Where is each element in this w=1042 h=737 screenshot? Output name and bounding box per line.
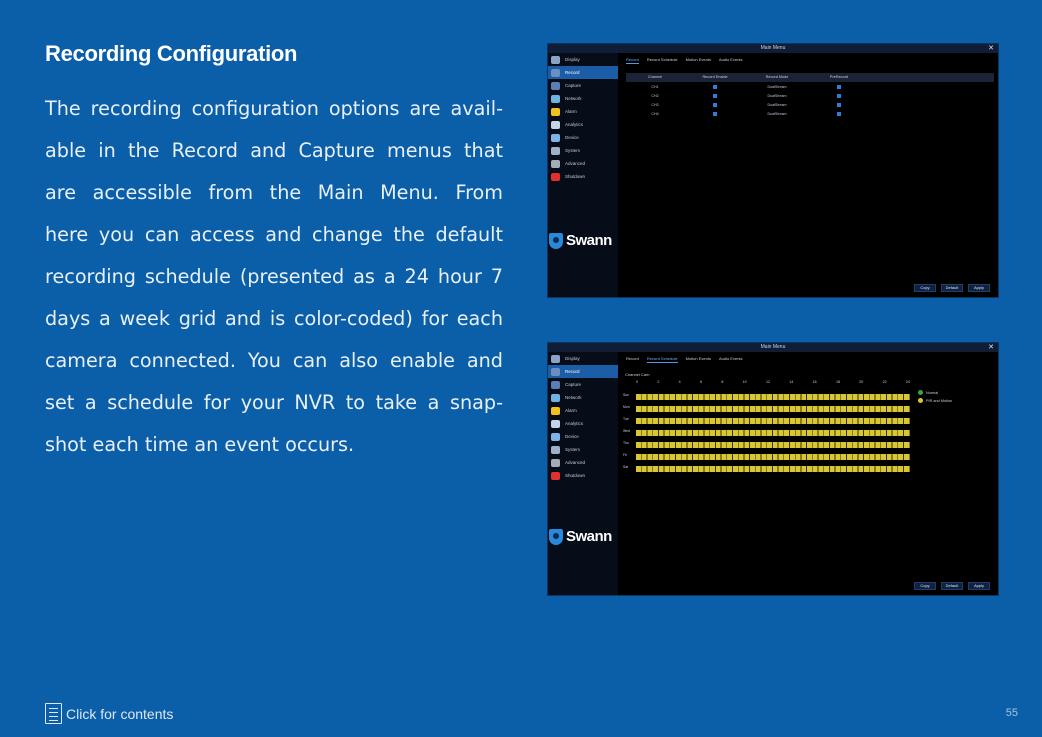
checkbox-icon bbox=[713, 85, 717, 89]
hour-label: 16 bbox=[812, 380, 817, 384]
advanced-icon bbox=[551, 459, 560, 467]
hour-label: 12 bbox=[765, 380, 770, 384]
hour-label: 4 bbox=[678, 380, 681, 384]
window-titlebar bbox=[548, 44, 998, 53]
record-mode-cell: DualStream bbox=[767, 112, 787, 116]
day-label: Sun bbox=[623, 393, 630, 397]
record-icon bbox=[551, 69, 560, 77]
body-paragraph bbox=[45, 88, 503, 466]
table-row bbox=[626, 92, 994, 101]
shield-icon bbox=[549, 233, 563, 249]
menu-item-network bbox=[548, 391, 618, 404]
tab-record-schedule: Record Schedule bbox=[646, 356, 678, 361]
record-mode-cell: DualStream bbox=[767, 103, 787, 107]
column-header: Channel bbox=[647, 75, 663, 79]
menu-item-analytics bbox=[548, 417, 618, 430]
menu-item-device bbox=[548, 430, 618, 443]
swann-logo bbox=[549, 232, 612, 249]
record-menu-screenshot bbox=[547, 43, 999, 298]
schedule-row bbox=[623, 429, 910, 436]
menu-item-label: Analytics bbox=[565, 421, 584, 426]
menu-item-advanced bbox=[548, 157, 618, 170]
menu-item-label: Device bbox=[565, 434, 579, 439]
network-icon bbox=[551, 394, 560, 402]
menu-item-label: Advanced bbox=[565, 460, 586, 465]
table-row bbox=[626, 110, 994, 119]
record-enable-cell bbox=[684, 92, 746, 101]
day-label: Wed bbox=[623, 429, 630, 433]
default-button: Default bbox=[941, 582, 963, 590]
menu-item-label: Alarm bbox=[565, 408, 577, 413]
day-label: Sat bbox=[623, 465, 629, 469]
body-line: set a schedule for your NVR to take a snap- bbox=[45, 391, 503, 414]
channel-label: Channel bbox=[625, 372, 640, 377]
record-enable-cell bbox=[684, 110, 746, 119]
window-title: Main Menu bbox=[760, 344, 786, 350]
action-buttons bbox=[914, 582, 990, 590]
shield-icon bbox=[549, 529, 563, 545]
menu-item-analytics bbox=[548, 118, 618, 131]
record-mode-cell: DualStream bbox=[767, 85, 787, 89]
hour-label: 6 bbox=[699, 380, 702, 384]
contents-link-label: Click for contents bbox=[66, 705, 174, 722]
default-button: Default bbox=[941, 284, 963, 292]
hour-label: 20 bbox=[859, 380, 864, 384]
page-number: 55 bbox=[1005, 707, 1018, 719]
contents-link[interactable] bbox=[45, 703, 173, 724]
checkbox-icon bbox=[713, 94, 717, 98]
table-row bbox=[626, 83, 994, 92]
body-line: camera connected. You can also enable and bbox=[45, 349, 503, 372]
analytics-icon bbox=[551, 420, 560, 428]
checkbox-icon bbox=[837, 94, 841, 98]
menu-item-label: Analytics bbox=[565, 122, 584, 127]
channel-cell: CH1 bbox=[651, 85, 659, 89]
schedule-row bbox=[623, 405, 910, 412]
menu-item-label: Capture bbox=[565, 382, 582, 387]
menu-item-label: Record bbox=[565, 70, 580, 75]
menu-item-label: System bbox=[565, 447, 581, 452]
hour-scale bbox=[636, 380, 910, 384]
checkbox-icon bbox=[837, 103, 841, 107]
legend-label: Normal bbox=[926, 390, 939, 395]
body-line: shot each time an event occurs. bbox=[45, 433, 355, 456]
tab-motion-events: Motion Events bbox=[685, 356, 711, 361]
body-line: days a week grid and is color-coded) for each bbox=[45, 307, 503, 330]
prerecord-cell bbox=[808, 92, 870, 101]
tab-record: Record bbox=[626, 356, 639, 361]
hour-label: 14 bbox=[789, 380, 794, 384]
checkbox-icon bbox=[713, 112, 717, 116]
day-label: Thu bbox=[623, 441, 629, 445]
column-header: PreRecord bbox=[829, 75, 849, 79]
device-icon bbox=[551, 433, 560, 441]
network-icon bbox=[551, 95, 560, 103]
hour-label: 22 bbox=[882, 380, 887, 384]
body-line: are accessible from the Main Menu. From bbox=[45, 181, 503, 204]
menu-item-capture bbox=[548, 79, 618, 92]
legend-label: PIR and Motion bbox=[926, 398, 953, 403]
schedule-row bbox=[623, 465, 910, 472]
record-enable-cell bbox=[684, 101, 746, 110]
menu-item-capture bbox=[548, 378, 618, 391]
record-enable-cell bbox=[684, 83, 746, 92]
tab-audio-events: Audio Events bbox=[718, 356, 743, 361]
record-icon bbox=[551, 368, 560, 376]
menu-item-label: Record bbox=[565, 369, 580, 374]
apply-button: Apply bbox=[968, 582, 990, 590]
menu-item-display bbox=[548, 352, 618, 365]
record-schedule-screenshot bbox=[547, 342, 999, 596]
checkbox-icon bbox=[837, 112, 841, 116]
brand-name: Swann bbox=[566, 528, 612, 545]
menu-item-label: Alarm bbox=[565, 109, 577, 114]
legend-item bbox=[918, 398, 952, 403]
schedule-legend bbox=[918, 390, 952, 406]
prerecord-cell bbox=[808, 83, 870, 92]
checkbox-icon bbox=[837, 85, 841, 89]
menu-item-system bbox=[548, 144, 618, 157]
menu-item-label: Shutdown bbox=[565, 473, 586, 478]
menu-item-record bbox=[548, 365, 618, 378]
body-line: recording schedule (presented as a 24 hour 7 bbox=[45, 265, 503, 288]
analytics-icon bbox=[551, 121, 560, 129]
window-title: Main Menu bbox=[760, 45, 786, 51]
menu-item-label: Display bbox=[565, 57, 580, 62]
advanced-icon bbox=[551, 160, 560, 168]
legend-swatch bbox=[918, 398, 923, 403]
hour-label: 10 bbox=[742, 380, 747, 384]
close-icon: ✕ bbox=[988, 344, 994, 351]
copy-button: Copy bbox=[914, 582, 936, 590]
capture-icon bbox=[551, 381, 560, 389]
menu-item-network bbox=[548, 92, 618, 105]
apply-button: Apply bbox=[968, 284, 990, 292]
tab-audio-events: Audio Events bbox=[718, 57, 743, 62]
checkbox-icon bbox=[713, 103, 717, 107]
channel-cell: CH3 bbox=[651, 103, 659, 107]
legend-item bbox=[918, 390, 952, 395]
menu-item-record bbox=[548, 66, 618, 79]
day-label: Mon bbox=[623, 405, 630, 409]
system-icon bbox=[551, 147, 560, 155]
menu-item-label: System bbox=[565, 148, 581, 153]
schedule-grid bbox=[623, 393, 910, 478]
channel-cell: CH2 bbox=[651, 94, 659, 98]
alarm-icon bbox=[551, 108, 560, 116]
tab-motion-events: Motion Events bbox=[685, 57, 711, 62]
menu-item-label: Capture bbox=[565, 83, 582, 88]
copy-button: Copy bbox=[914, 284, 936, 292]
tab-bar bbox=[626, 57, 743, 64]
menu-item-shutdown bbox=[548, 469, 618, 482]
shutdown-icon bbox=[551, 173, 560, 181]
document-icon bbox=[45, 703, 62, 724]
window-titlebar bbox=[548, 343, 998, 352]
channel-cell: CH4 bbox=[651, 112, 659, 116]
body-line: The recording configuration options are avail- bbox=[45, 97, 503, 120]
display-icon bbox=[551, 355, 560, 363]
menu-item-alarm bbox=[548, 105, 618, 118]
legend-swatch bbox=[918, 390, 923, 395]
side-menu bbox=[548, 53, 618, 297]
action-buttons bbox=[914, 284, 990, 292]
tab-record: Record bbox=[626, 57, 639, 62]
menu-item-display bbox=[548, 53, 618, 66]
swann-logo bbox=[549, 528, 612, 545]
day-label: Fri bbox=[623, 453, 627, 457]
menu-item-label: Shutdown bbox=[565, 174, 586, 179]
brand-name: Swann bbox=[566, 232, 612, 249]
table-row bbox=[626, 101, 994, 110]
body-line: able in the Record and Capture menus that bbox=[45, 139, 503, 162]
menu-item-label: Advanced bbox=[565, 161, 586, 166]
menu-item-alarm bbox=[548, 404, 618, 417]
menu-item-label: Network bbox=[565, 395, 582, 400]
capture-icon bbox=[551, 82, 560, 90]
body-line: here you can access and change the default bbox=[45, 223, 503, 246]
schedule-row bbox=[623, 393, 910, 400]
menu-item-shutdown bbox=[548, 170, 618, 183]
channel-value: Cam bbox=[641, 372, 650, 377]
page-title: Recording Configuration bbox=[45, 41, 298, 66]
hour-label: 8 bbox=[721, 380, 724, 384]
hour-label: 2 bbox=[657, 380, 660, 384]
prerecord-cell bbox=[808, 101, 870, 110]
menu-item-system bbox=[548, 443, 618, 456]
menu-item-advanced bbox=[548, 456, 618, 469]
schedule-row bbox=[623, 417, 910, 424]
hour-label: 0 bbox=[636, 380, 638, 384]
column-header: Record Mode bbox=[765, 75, 789, 79]
system-icon bbox=[551, 446, 560, 454]
hour-label: 24 bbox=[905, 380, 910, 384]
side-menu bbox=[548, 352, 618, 595]
menu-item-label: Network bbox=[565, 96, 582, 101]
tab-record-schedule: Record Schedule bbox=[646, 57, 678, 62]
menu-item-device bbox=[548, 131, 618, 144]
hour-label: 18 bbox=[835, 380, 840, 384]
alarm-icon bbox=[551, 407, 560, 415]
close-icon: ✕ bbox=[988, 45, 994, 52]
column-header: Record Enable bbox=[702, 75, 728, 79]
tab-bar bbox=[626, 356, 743, 363]
channel-selector bbox=[625, 372, 649, 377]
record-mode-cell: DualStream bbox=[767, 94, 787, 98]
menu-item-label: Display bbox=[565, 356, 580, 361]
prerecord-cell bbox=[808, 110, 870, 119]
schedule-row bbox=[623, 441, 910, 448]
display-icon bbox=[551, 56, 560, 64]
schedule-row bbox=[623, 453, 910, 460]
menu-item-label: Device bbox=[565, 135, 579, 140]
device-icon bbox=[551, 134, 560, 142]
table-header bbox=[626, 73, 994, 82]
day-label: Tue bbox=[623, 417, 629, 421]
shutdown-icon bbox=[551, 472, 560, 480]
